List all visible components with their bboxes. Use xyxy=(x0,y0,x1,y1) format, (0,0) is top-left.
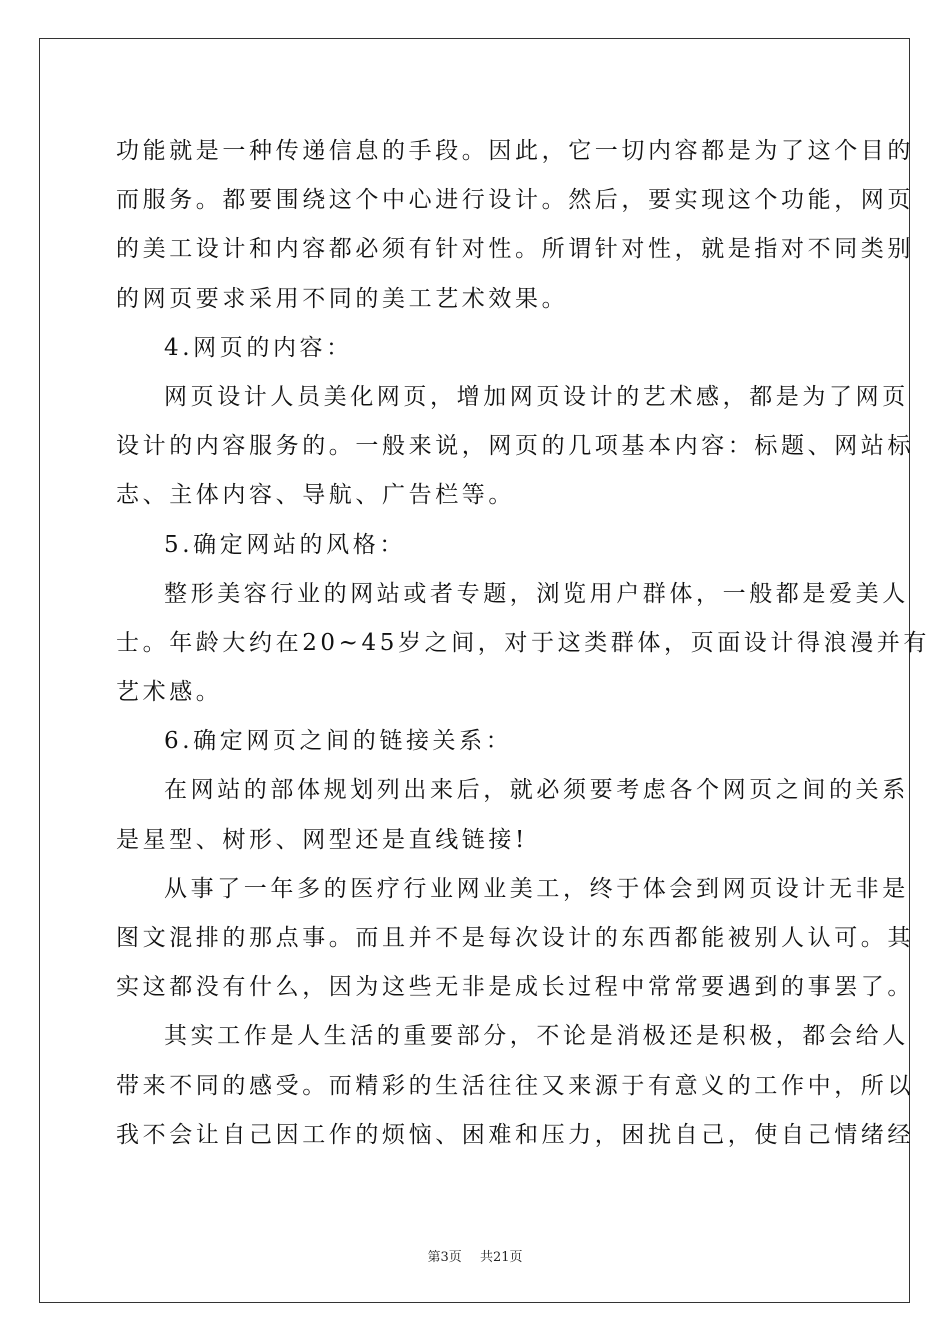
page-number: 第3页 xyxy=(427,1250,462,1265)
page-total: 共21页 xyxy=(479,1250,523,1265)
text-line: 是星型、树形、网型还是直线链接! xyxy=(116,826,528,853)
text-line: 5.确定网站的风格： xyxy=(164,531,406,558)
text-line: 志、主体内容、导航、广告栏等。 xyxy=(116,482,515,509)
text-line: 带来不同的感受。而精彩的生活往往又来源于有意义的工作中，所以 xyxy=(116,1072,914,1099)
page-footer xyxy=(0,1246,950,1265)
text-line: 图文混排的那点事。而且并不是每次设计的东西都能被别人认可。其 xyxy=(116,925,914,951)
text-line: 功能就是一种传递信息的手段。因此，它一切内容都是为了这个目的 xyxy=(116,138,914,164)
text-line: 士。年龄大约在20~45岁之间，对于这类群体，页面设计得浪漫并有 xyxy=(116,629,931,656)
text-line: 设计的内容服务的。一般来说，网页的几项基本内容：标题、网站标 xyxy=(116,433,914,460)
text-line: 整形美容行业的网站或者专题，浏览用户群体，一般都是爱美人 xyxy=(164,580,909,607)
text-line: 而服务。都要围绕这个中心进行设计。然后，要实现这个功能，网页 xyxy=(116,187,914,214)
text-line: 我不会让自己因工作的烦恼、困难和压力，困扰自己，使自己情绪经 xyxy=(116,1121,914,1148)
text-line: 其实工作是人生活的重要部分，不论是消极还是积极，都会给人 xyxy=(164,1023,909,1050)
text-line: 6.确定网页之间的链接关系： xyxy=(164,728,513,755)
text-line: 实这都没有什么，因为这些无非是成长过程中常常要遇到的事罢了。 xyxy=(116,974,914,1001)
text-line: 的美工设计和内容都必须有针对性。所谓针对性，就是指对不同类别 xyxy=(116,236,914,263)
text-line: 网页设计人员美化网页，增加网页设计的艺术感，都是为了网页 xyxy=(164,383,909,410)
text-line: 在网站的部体规划列出来后，就必须要考虑各个网页之间的关系 xyxy=(164,777,909,804)
text-line: 的网页要求采用不同的美工艺术效果。 xyxy=(116,285,569,312)
text-line: 艺术感。 xyxy=(116,679,223,706)
text-line: 4.网页的内容： xyxy=(164,334,353,361)
document-body xyxy=(116,127,931,1160)
text-line: 从事了一年多的医疗行业网业美工，终于体会到网页设计无非是 xyxy=(164,875,909,902)
